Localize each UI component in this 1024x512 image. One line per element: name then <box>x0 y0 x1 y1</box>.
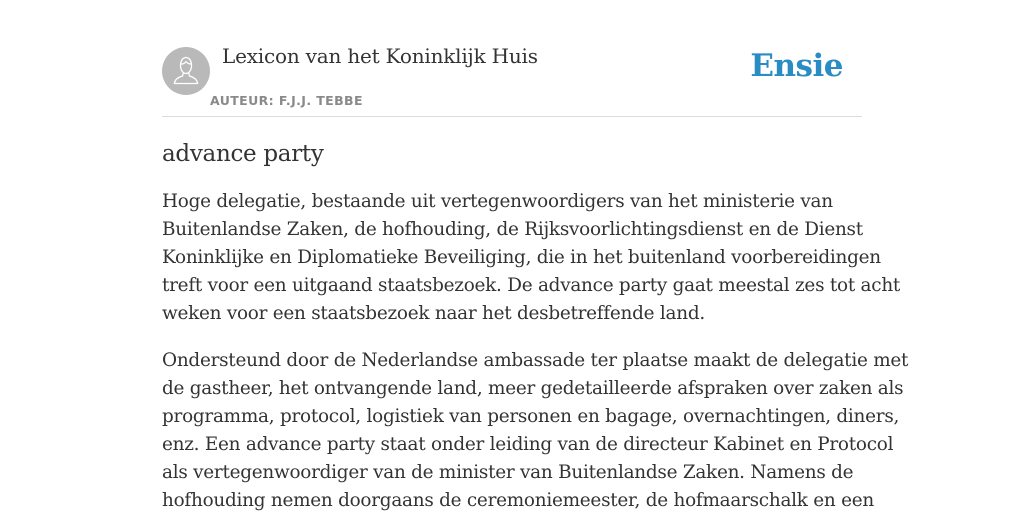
paragraph-line: enz. Een advance party staat onder leiding van de directeur Kabinet en Protocol <box>162 434 894 455</box>
paragraph-line: Ondersteund door de Nederlandse ambassade ter plaatse maakt de delegatie met <box>162 350 909 371</box>
paragraph-line: de gastheer, het ontvangende land, meer gedetailleerde afspraken over zaken als <box>162 378 904 399</box>
ensie-logo[interactable]: Ensie <box>750 48 843 84</box>
paragraph-line: hofhouding nemen doorgaans de ceremoniemeester, de hofmaarschalk en een <box>162 490 874 511</box>
author-avatar[interactable] <box>162 47 210 95</box>
paragraph-1 <box>162 188 901 328</box>
paragraph-line: Koninklijke en Diplomatieke Beveiliging, die in het buitenland voorbereidingen <box>162 247 881 268</box>
author-label[interactable]: AUTEUR: F.J.J. TEBBE <box>210 93 363 108</box>
book-title[interactable]: Lexicon van het Koninklijk Huis <box>222 44 538 68</box>
entry-header <box>162 0 862 117</box>
user-silhouette-icon <box>162 47 210 95</box>
paragraph-line: als vertegenwoordiger van de minister van Buitenlandse Zaken. Namens de <box>162 462 854 483</box>
paragraph-line: Hoge delegatie, bestaande uit vertegenwoordigers van het ministerie van <box>162 191 833 212</box>
paragraph-line: Buitenlandse Zaken, de hofhouding, de Rijksvoorlichtingsdienst en de Dienst <box>162 219 863 240</box>
paragraph-line: programma, protocol, logistiek van personen en bagage, overnachtingen, diners, <box>162 406 900 427</box>
entry-title: advance party <box>162 141 324 167</box>
paragraph-line: weken voor een staatsbezoek naar het desbetreffende land. <box>162 303 705 324</box>
article-content <box>162 134 909 512</box>
paragraph-2 <box>162 347 909 512</box>
paragraph-line: treft voor een uitgaand staatsbezoek. De advance party gaat meestal zes tot acht <box>162 275 901 296</box>
